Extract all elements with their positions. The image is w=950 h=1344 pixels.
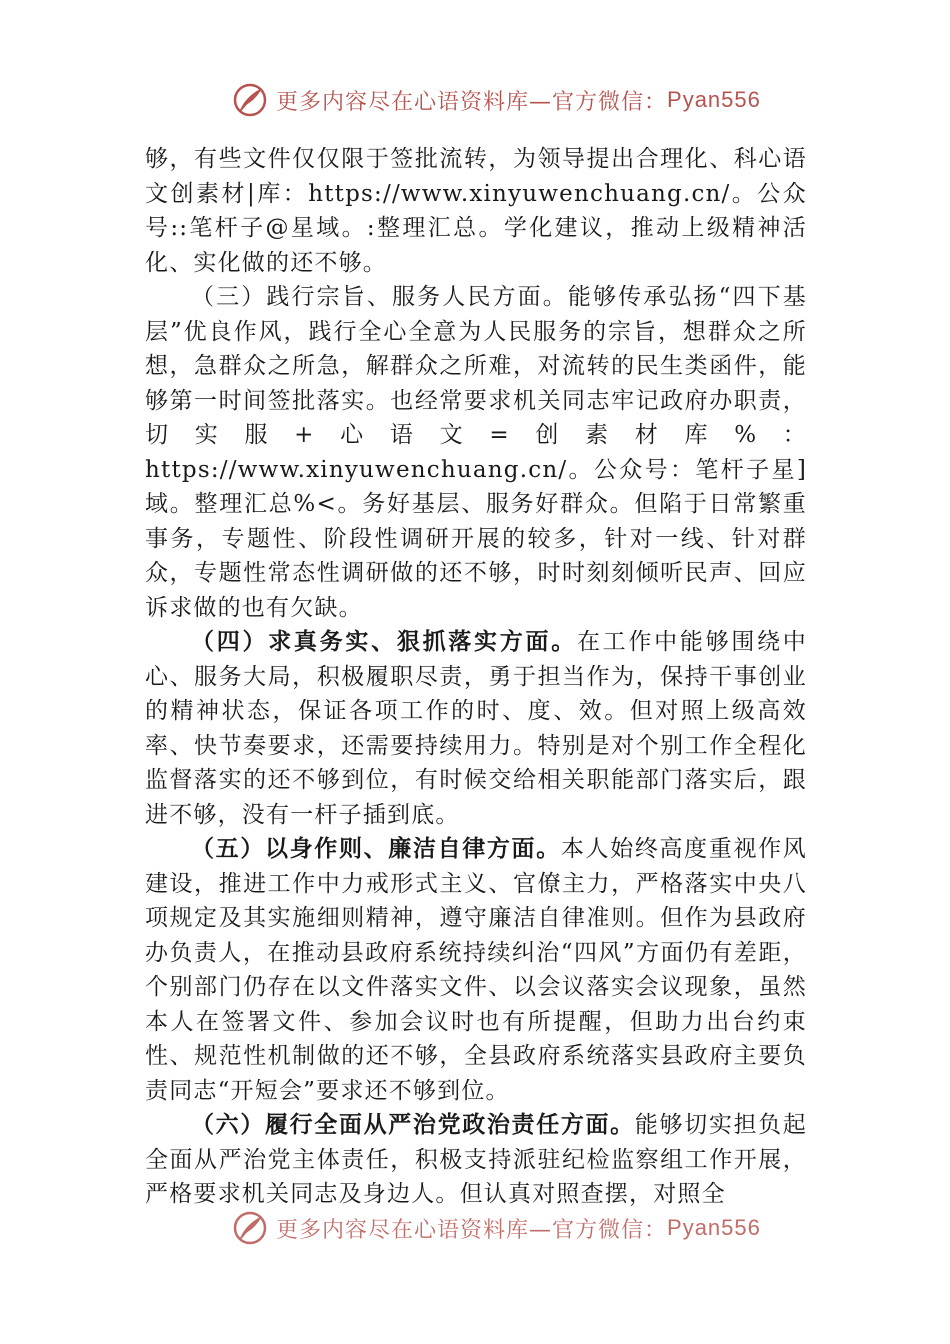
watermark-text: 更多内容尽在心语资料库—官方微信： [276, 1217, 668, 1243]
paragraph-section-6 [145, 1108, 807, 1212]
paragraph-text: 能够切实担负起全面从严治党主体责任，积极支持派驻纪检监察组工作开展，严格要求机关同志及身边人。但认真对照查摆，对照全 [145, 1112, 807, 1207]
quill-logo-icon [232, 82, 268, 118]
watermark-text: 更多内容尽在心语资料库—官方微信： [276, 89, 668, 115]
watermark-wechat-id: Pyan556 [667, 1215, 761, 1240]
watermark-wechat-id: Pyan556 [667, 87, 761, 112]
paragraph-text: 在工作中能够围绕中心、服务大局，积极履职尽责，勇于担当作为，保持干事创业的精神状态，保证各项工作的时、度、效。但对照上级高效率、快节奏要求，还需要持续用力。特别是对个别工作全程化监督落实的还不够到位，有时候交给相关职能部门落实后，跟进不够，没有一杆子插到底。 [145, 629, 807, 828]
section-heading: （六）履行全面从严治党政治责任方面。 [191, 1111, 635, 1138]
paragraph-section-4 [145, 625, 807, 832]
document-body [145, 142, 807, 1212]
section-heading: （五）以身作则、廉洁自律方面。 [191, 835, 561, 862]
watermark-footer [232, 1210, 761, 1246]
paragraph-continuation [145, 142, 807, 280]
paragraph-text: 本人始终高度重视作风建设，推进工作中力戒形式主义、官僚主力，严格落实中央八项规定及其实施细则精神，遵守廉洁自律准则。但作为县政府办负责人，在推动县政府系统持续纠治“四风”方面仍有差距，个别部门仍存在以文件落实文件、以会议落实会议现象，虽然本人在签署文件、参加会议时也有所提醒，但助力出台约束性、规范性机制做的还不够，全县政府系统落实县政府主要负责同志“开短会”要求还不够到位。 [145, 836, 808, 1104]
paragraph-section-3 [145, 280, 807, 625]
watermark-header [232, 82, 761, 118]
paragraph-section-5 [145, 832, 807, 1108]
paragraph-text: （三）践行宗旨、服务人民方面。能够传承弘扬“四下基层”优良作风，践行全心全意为人民服务的宗旨，想群众之所想，急群众之所急，解群众之所难，对流转的民生类函件，能够第一时间签批落实。也经常要求机关同志牢记政府办职责，切实服+心语文=创素材库%：https://www.xinyuwenchuang.cn/。公众号：笔杆子星]域。整理汇总%<。务好基层、服务好群众。但陷于日常繁重事务，专题性、阶段性调研开展的较多，针对一线、针对群众，专题性常态性调研做的还不够，时时刻刻倾听民声、回应诉求做的也有欠缺。 [145, 284, 807, 621]
quill-logo-icon [232, 1210, 268, 1246]
paragraph-text: 够，有些文件仅仅限于签批流转，为领导提出合理化、科心语文创素材|库：https://www.xinyuwenchuang.cn/。公众号::笔杆子@星域。:整理汇总。学化建议，推动上级精神活化、实化做的还不够。 [145, 146, 807, 276]
section-heading: （四）求真务实、狠抓落实方面。 [191, 628, 577, 655]
